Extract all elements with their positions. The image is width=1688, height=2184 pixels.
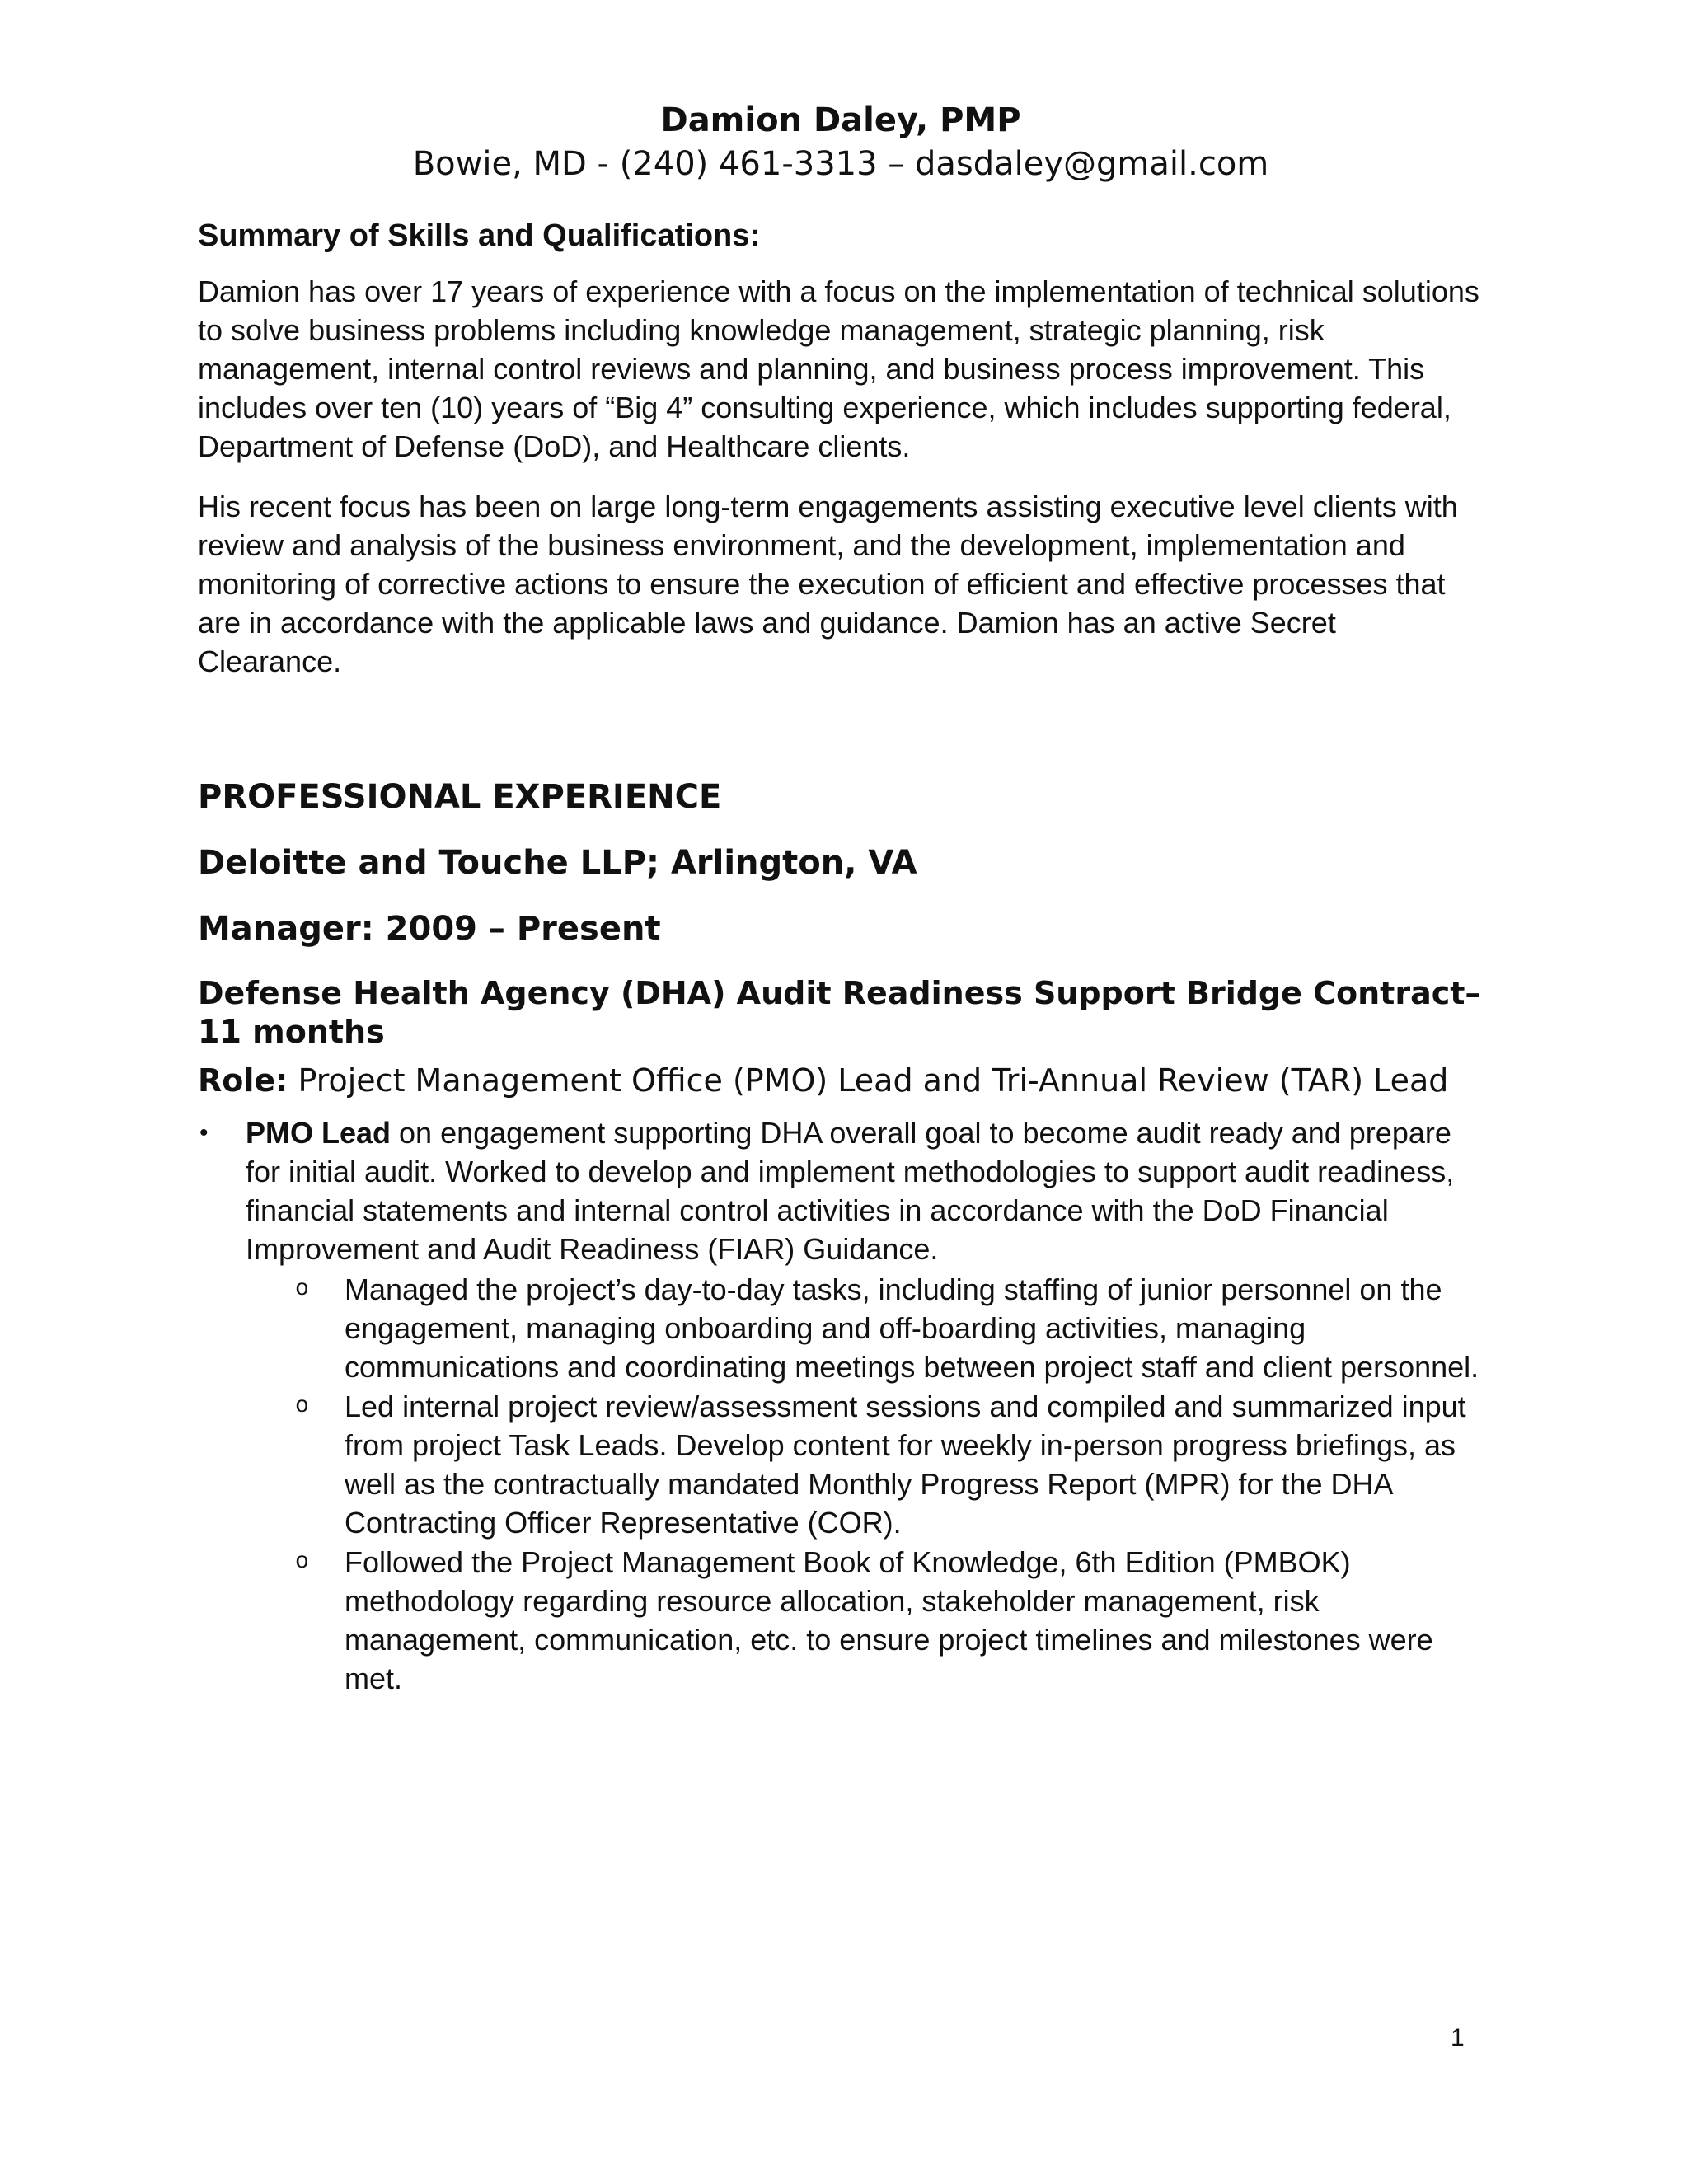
list-item — [198, 1113, 1484, 1698]
summary-paragraph: His recent focus has been on large long-term engagements assisting executive level clients with review and analysis of the business environment, and the development, implementation and monitoring of corrective actions to ensure the execution of efficient and effective processes that are in accordance with the applicable laws and guidance. Damion has an active Secret Clearance. — [198, 490, 1458, 678]
summary-heading: Summary of Skills and Qualifications: — [198, 218, 761, 253]
engagement-title: Defense Health Agency (DHA) Audit Readiness Support Bridge Contract– 11 months — [198, 975, 1481, 1050]
bullet-text: on engagement supporting DHA overall goal to become audit ready and prepare for initial audit. Worked to develop and implement methodologies to support audit readiness, financial statements and internal control activities in accordance with the DoD Financial Improvement and Audit Readiness (FIAR) Guidance. — [246, 1116, 1455, 1266]
section-spacer — [198, 702, 1484, 776]
candidate-name: Damion Daley, PMP — [660, 101, 1021, 139]
sub-bullet-text: Led internal project review/assessment sessions and compiled and summarized input from project Task Leads. Develop content for weekly in-person progress briefings, as well as the contractually mandated Monthly Progress Report (MPR) for the DHA Contracting Officer Representative (COR). — [345, 1390, 1466, 1540]
bullet-strong-text: PMO Lead — [246, 1116, 392, 1150]
employer-line: Deloitte and Touche LLP; Arlington, VA — [198, 844, 917, 882]
engagement-bullets — [198, 1113, 1484, 1698]
resume-page — [198, 99, 1484, 1699]
contact-line: Bowie, MD - (240) 461-3313 – dasdaley@gmail.com — [412, 145, 1269, 183]
page-number: 1 — [1451, 2024, 1465, 2051]
summary-paragraph: Damion has over 17 years of experience with a focus on the implementation of technical solutions to solve business problems including knowledge management, strategic planning, risk management, internal control reviews and planning, and business process improvement. This includes over ten (10) years of “Big 4” consulting experience, which includes supporting federal, Department of Defense (DoD), and Healthcare clients. — [198, 274, 1479, 463]
role-label: Role: — [198, 1062, 288, 1099]
role-line — [198, 1062, 1484, 1100]
sub-bullet-marker: o — [295, 1277, 309, 1302]
bullet-marker: • — [199, 1119, 209, 1146]
sub-bullet-marker: o — [295, 1549, 309, 1575]
list-item — [246, 1387, 1484, 1542]
sub-bullets — [246, 1270, 1484, 1698]
list-item — [246, 1543, 1484, 1698]
sub-bullet-text: Managed the project’s day-to-day tasks, including staffing of junior personnel on the engagement, managing onboarding and off-boarding activities, managing communications and coordinating meetings between project staff and client personnel. — [345, 1272, 1479, 1384]
list-item — [246, 1270, 1484, 1386]
position-line: Manager: 2009 – Present — [198, 910, 661, 948]
sub-bullet-marker: o — [295, 1394, 309, 1419]
experience-heading: PROFESSIONAL EXPERIENCE — [198, 778, 722, 816]
sub-bullet-text: Followed the Project Management Book of Knowledge, 6th Edition (PMBOK) methodology regarding resource allocation, stakeholder management, risk management, communication, etc. to ensure project timelines and milestones were met. — [345, 1545, 1433, 1695]
role-text: Project Management Office (PMO) Lead and Tri-Annual Review (TAR) Lead — [288, 1062, 1449, 1099]
